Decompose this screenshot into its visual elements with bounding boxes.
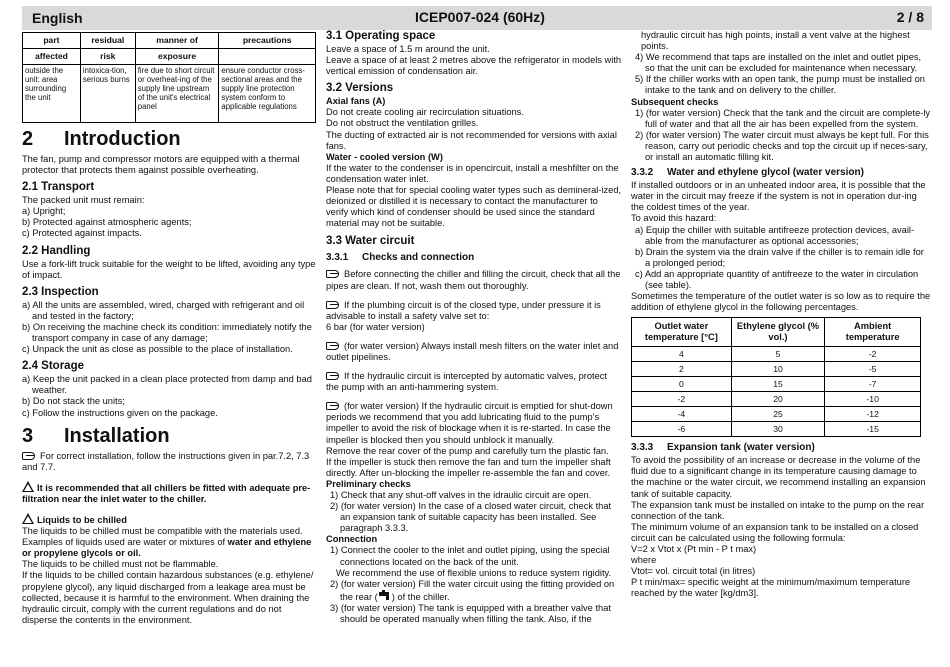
table-cell: fire due to short circuit or overheat-ing of the supply line upstream of the unit's electrical panel: [135, 65, 219, 123]
list-item: 2) (for water version) The water circuit must always be kept full. For this reason, carry out periodic checks and top the circuit up if neces-sary, or install an automatic filling kit.: [635, 129, 929, 163]
table-cell: 5: [731, 347, 825, 362]
list-item: a) All the units are assembled, wired, charged with refrigerant and oil and tested in the factory;: [22, 299, 305, 321]
heading-introduction: 2 Introduction: [22, 128, 181, 150]
heading-water-circuit: 3.3 Water circuit: [326, 235, 415, 248]
glycol-text: If installed outdoors or in an unheated indoor area, it is possible that the water in the circuit may freeze if the system is not in operation dur-ing the coldest times of the year. To avoid this hazard:: [631, 180, 926, 224]
heading-operating-space: 3.1 Operating space: [326, 30, 436, 42]
water-tap-icon: [378, 590, 392, 602]
risk-header-precautions: precautions: [219, 33, 316, 49]
heading-transport: 2.1 Transport: [22, 181, 95, 194]
table-cell: -5: [825, 362, 921, 377]
risk-header-part: part: [23, 33, 81, 49]
table-row: [632, 347, 921, 362]
list-item: a) Keep the unit packed in a clean place protected from damp and bad weather.: [22, 374, 312, 396]
risk-header-exposure: manner of: [135, 33, 219, 49]
glycol-text-2: Sometimes the temperature of the outlet water is so low as to require the addition of ethylene glycol in the following percentages.: [631, 291, 931, 313]
list-item: a) Equip the chiller with suitable antifreeze protection devices, avail-able from the manufacturer as optional accessories;: [635, 224, 915, 246]
pointing-hand-icon: [326, 342, 339, 350]
pointing-hand-icon: [326, 301, 339, 309]
table-cell: -6: [632, 422, 732, 437]
list-item: 3) (for water version) The tank is equipped with a breather valve that should be operated manually when filling the tank. Also, if the: [330, 602, 611, 625]
language-label: English: [32, 10, 83, 26]
table-cell: 20: [731, 392, 825, 407]
water-version-heading: Water - cooled version (W): [326, 151, 443, 162]
table-cell: intoxica-tion, serious burns: [80, 65, 135, 123]
table-cell: 10: [731, 362, 825, 377]
table-row: [23, 65, 316, 123]
heading-inspection: 2.3 Inspection: [22, 285, 99, 298]
pointing-hand-icon: [326, 270, 339, 278]
page-header: [22, 6, 932, 30]
table-row: [632, 362, 921, 377]
table-row: [632, 407, 921, 422]
heading-storage: 2.4 Storage: [22, 360, 84, 373]
pointing-hand-icon: [326, 402, 339, 410]
table-cell: 30: [731, 422, 825, 437]
heading-handling: 2.2 Handling: [22, 244, 91, 257]
table-cell: -7: [825, 377, 921, 392]
glycol-header-outlet: Outlet water temperature [°C]: [632, 318, 732, 347]
list-item: 1) Check that any shut-off valves in the idraulic circuit are open.: [330, 490, 592, 500]
table-cell: ensure conductor cross-sectional areas and the supply line protection system conform to applicable regulations: [219, 65, 316, 123]
risk-table: [22, 32, 316, 123]
table-cell: -15: [825, 422, 921, 437]
list-item: We recommend the use of flexible unions to reduce system rigidity.: [336, 567, 612, 578]
column-middle: [326, 30, 622, 625]
axial-fans-heading: Axial fans (A): [326, 96, 386, 107]
glycol-table: [631, 317, 921, 437]
list-item: 1) Connect the cooler to the inlet and outlet piping, using the special connections located on the back of the unit.: [330, 545, 610, 567]
liquids-text: The liquids to be chilled must be compatible with the materials used. Examples of liquids used are water or mixtures of water and ethylene or propylene glycols or oil.: [22, 526, 312, 559]
model-title: ICEP007-024 (60Hz): [415, 9, 545, 25]
liquids-text-2: The liquids to be chilled must not be flammable.: [22, 559, 219, 570]
list-item: 1) (for water version) Check that the tank and the circuit are complete-ly full of water and that all the air has been expelled from the system.: [635, 107, 931, 129]
column-right: [631, 30, 931, 599]
glycol-header-percent: Ethylene glycol (% vol.): [731, 318, 825, 347]
axial-fans-text: Do not create cooling air recirculation situations. Do not obstruct the ventilation grilles. The ducting of extracted air is not recommended for versions with axial fans.: [326, 107, 617, 151]
list-item: 5) If the chiller works with an open tank, the pump must be installed on intake to the tank and on delivery to the chiller.: [635, 74, 925, 96]
table-cell: 2: [632, 362, 732, 377]
list-item: c) Add an appropriate quantity of antifreeze to the water in circulation (see table).: [635, 268, 919, 290]
table-row: [632, 377, 921, 392]
heading-checks-connection: 3.3.1 Checks and connection: [326, 252, 475, 264]
warning-icon: [22, 481, 34, 492]
operating-text: Leave a space of 1.5 m around the unit. Leave a space of at least 2 metres above the refrigerator in models with vertical emission of condensation air.: [326, 44, 622, 77]
list-item: b) On receiving the machine check its condition: immediately notify the transport company in case of any damage;: [22, 321, 312, 344]
subsequent-checks-heading: Subsequent checks: [631, 96, 719, 107]
risk-header-risk-2: risk: [80, 49, 135, 65]
table-row: [632, 422, 921, 437]
note-pump-lubrication: (for water version) If the hydraulic circuit is emptied for shut-down periods we recommend that you add lubricating fluid to the pump's impeller to avoid the risk of blockage when it is re-started. In case the impeller is blocked then you should unblock it manually. Remove the rear cover of the pump and carefully turn the plastic fan. If the impeller is stuck then remove the fan and turn the impeller shaft directly. After un-blocking the impeller re-assemble the fan and cover.: [326, 401, 613, 478]
risk-header-exposure-2: exposure: [135, 49, 219, 65]
pointing-hand-icon: [22, 452, 35, 460]
heading-installation: 3 Installation: [22, 424, 170, 447]
handling-text: Use a fork-lift truck suitable for the weight to be lifted, avoiding any type of impact.: [22, 258, 316, 280]
table-row: [632, 392, 921, 407]
list-item: c) Unpack the unit as close as possible to the place of installation.: [22, 344, 293, 355]
heading-versions: 3.2 Versions: [326, 82, 394, 95]
table-cell: 0: [632, 377, 732, 392]
connection-heading: Connection: [326, 534, 378, 545]
risk-header-precautions-2: [219, 49, 316, 65]
table-cell: -2: [825, 347, 921, 362]
list-item: 4) We recommend that taps are installed on the inlet and outlet pipes, so that the unit can be excluded for maintenance when necessary.: [635, 52, 922, 74]
expansion-text: To avoid the possibility of an increase or decrease in the volume of the fluid due to a significant change in its temperature causing damage to the machine or the water circuit, we recommend installing an expansion tank of suitable capacity. The expansion tank must be installed on intake to the pump on the rear connection of the tank. The minimum volume of an expansion tank to be installed on a closed circuit can be calculated using the following formula: V=2 x Vtot x (Pt min - P t max) where Vtot= vol. circuit total (in litres) P t min/max= specific weight at the minimum/maximum temperature reached by the water [kg/dm3].: [631, 455, 926, 599]
list-item: 2) (for water version) Fill the water circuit using the fitting provided on the rear ( ) of the chiller.: [330, 578, 615, 602]
heading-expansion-tank: 3.3.3 Expansion tank (water version): [631, 442, 815, 454]
note-mesh-filters: (for water version) Always install mesh filters on the water inlet and outlet pipelines.: [326, 340, 619, 362]
list-item: 2) (for water version) In the case of a closed water circuit, check that an expansion tank of suitable capacity has been installed. See paragraph 3.3.3.: [330, 501, 612, 534]
list-item: b) Protected against atmospheric agents;: [22, 217, 192, 228]
continued-text: hydraulic circuit has high points, install a vent valve at the highest points.: [641, 30, 910, 52]
liquids-text-3: If the liquids to be chilled contain hazardous substances (e.g. ethylene/ propylene glycol), any liquid discharged from a leakage area must be collected, because it is harmful to the environment. When draining the hydraulic circuit, comply with the current regulations and do not disperse the contents in the environment.: [22, 570, 314, 625]
table-cell: 25: [731, 407, 825, 422]
table-cell: -12: [825, 407, 921, 422]
glycol-header-ambient: Ambient temperature: [825, 318, 921, 347]
risk-header-risk: residual: [80, 33, 135, 49]
list-item: a) Upright;: [22, 206, 66, 217]
table-cell: 15: [731, 377, 825, 392]
list-item: c) Protected against impacts.: [22, 228, 142, 239]
table-cell: -10: [825, 392, 921, 407]
transport-text: The packed unit must remain:: [22, 195, 145, 206]
warning-icon: [22, 513, 34, 524]
heading-glycol: 3.3.2 Water and ethylene glycol (water version): [631, 167, 864, 179]
table-cell: -4: [632, 407, 732, 422]
preliminary-checks-heading: Preliminary checks: [326, 478, 411, 489]
table-cell: -2: [632, 392, 732, 407]
list-item: c) Follow the instructions given on the package.: [22, 407, 218, 418]
page-number: 2 / 8: [896, 9, 924, 25]
intro-text: The fan, pump and compressor motors are equipped with a thermal protector that protects them against possible overheating.: [22, 154, 300, 176]
column-left: [22, 32, 318, 626]
water-version-text: If the water to the condenser is in opencircuit, install a meshfilter on the condensation water inlet. Please note that for special cooling water types such as demineral-ized, deionized or distilled it is necessary to contact the manufacturer to verify which kind of condenser should be used since the standard material may not be suitable.: [326, 162, 622, 229]
table-cell: 4: [632, 347, 732, 362]
pointing-hand-icon: [326, 372, 339, 380]
note-clean-pipes: Before connecting the chiller and filling the circuit, check that all the pipes are clean. If not, wash them out thoroughly.: [326, 269, 621, 291]
liquids-heading: Liquids to be chilled: [22, 513, 318, 526]
risk-header-part-2: affected: [23, 49, 81, 65]
installation-note: For correct installation, follow the instructions given in par.7.2, 7.3 and 7.7.: [22, 450, 310, 472]
prefiltration-warning: It is recommended that all chillers be fitted with adequate pre-filtration near the inlet water to the chiller.: [22, 482, 311, 504]
table-cell: outside the unit: area surrounding the unit: [23, 65, 81, 123]
list-item: b) Do not stack the units;: [22, 396, 125, 407]
note-safety-valve: If the plumbing circuit is of the closed type, under pressure it is advisable to install a safety valve set to: 6 bar (for water version): [326, 299, 601, 332]
list-item: b) Drain the system via the drain valve if the chiller is to remain idle for a prolonged period;: [635, 246, 924, 268]
note-anti-hammering: If the hydraulic circuit is intercepted by automatic valves, protect the pump with an anti-hammering system.: [326, 371, 608, 393]
